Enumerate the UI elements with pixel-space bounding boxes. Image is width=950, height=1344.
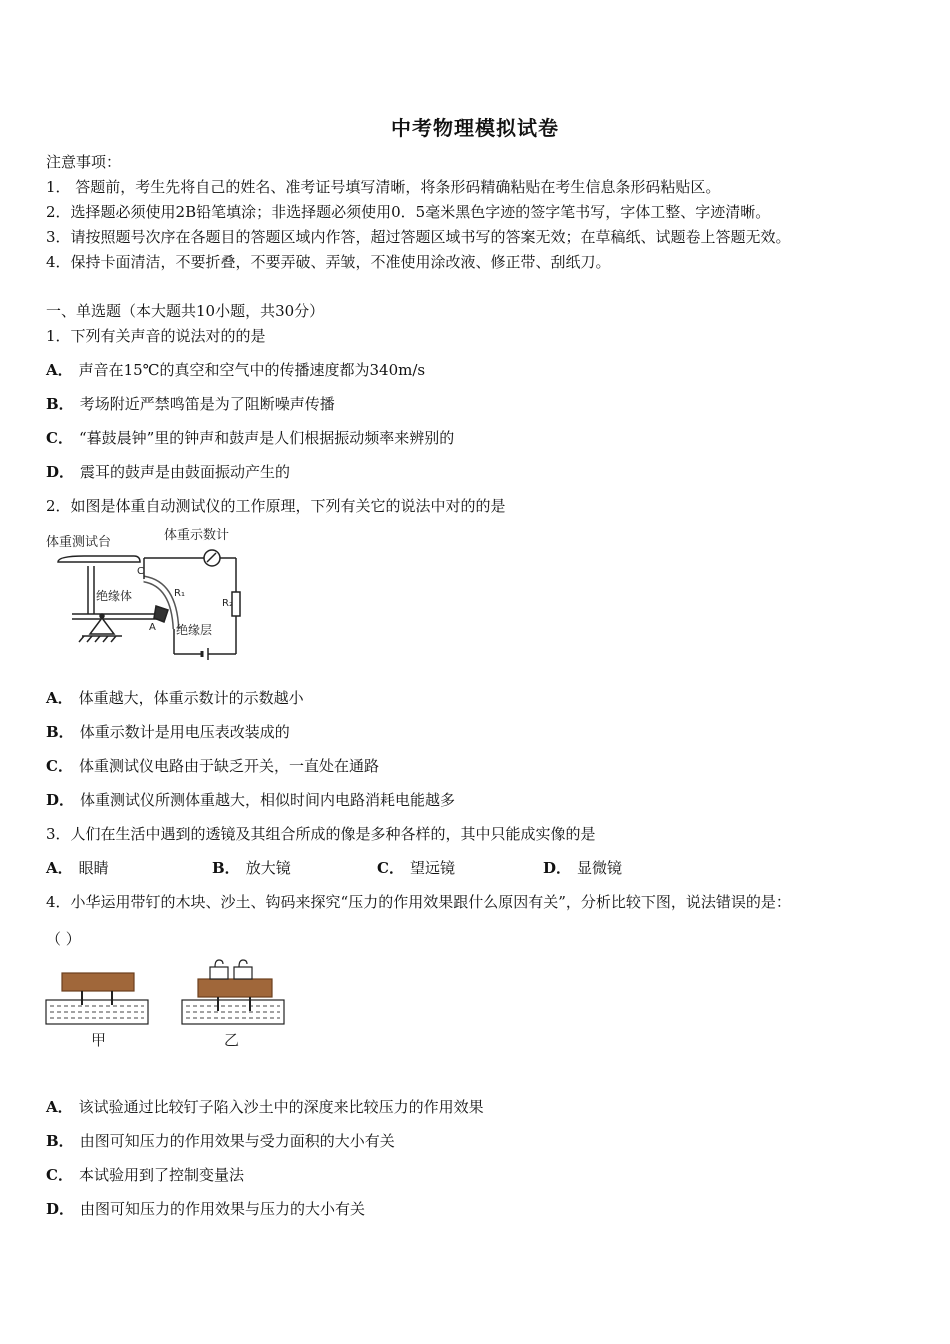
platform-label: 体重测试台 (46, 535, 112, 550)
q2-option-b (46, 722, 290, 742)
option-letter: C． (46, 429, 73, 447)
option-letter: C． (46, 757, 73, 775)
option-letter: A． (46, 859, 73, 877)
option-text: 体重越大，体重示数计的示数越小 (78, 689, 304, 707)
q3-option-a (46, 858, 109, 878)
q4-option-c (46, 1165, 244, 1185)
option-text: 考场附近严禁鸣笛是为了阻断噪声传播 (79, 395, 335, 413)
label-jia: 甲 (91, 1031, 107, 1049)
question-2-stem: 2．如图是体重自动测试仪的工作原理，下列有关它的说法中对的的是 (46, 497, 506, 515)
option-letter: B． (46, 1132, 74, 1150)
option-text: 体重测试仪电路由于缺乏开关，一直处在通路 (78, 757, 379, 775)
q3-option-d (543, 858, 622, 878)
option-letter: C． (46, 1166, 73, 1184)
q2-option-a (46, 688, 304, 708)
option-text: “暮鼓晨钟”里的钟声和鼓声是人们根据振动频率来辨别的 (78, 429, 455, 447)
q4-option-d (46, 1199, 365, 1219)
question-4-stem: 4．小华运用带钉的木块、沙土、钩码来探究“压力的作用效果跟什么原因有关”，分析比较下图，说法错误的是： (46, 893, 791, 911)
notice-heading: 注意事项： (46, 153, 122, 171)
pressure-experiment-diagram (44, 955, 294, 1051)
q4-option-b (46, 1131, 395, 1151)
weight-tester-diagram (44, 524, 254, 664)
c-label: C (137, 566, 144, 577)
option-text: 体重测试仪所测体重越大，相似时间内电路消耗电能越多 (80, 791, 456, 809)
option-text: 由图可知压力的作用效果与压力的大小有关 (80, 1200, 366, 1218)
option-text: 震耳的鼓声是由鼓面振动产生的 (80, 463, 291, 481)
option-letter: B． (46, 395, 74, 413)
option-letter: D． (46, 463, 75, 481)
a-label: A (149, 622, 156, 633)
q3-option-b (212, 858, 291, 878)
label-yi: 乙 (224, 1031, 240, 1049)
page-title: 中考物理模拟试卷 (391, 116, 559, 140)
option-letter: C． (377, 859, 404, 877)
r2-label: R₂ (222, 598, 233, 609)
section-heading: 一、单选题（本大题共10小题，共30分） (46, 302, 325, 320)
option-letter: B． (46, 723, 74, 741)
notice-item: 1． 答题前，考生先将自己的姓名、准考证号填写清晰，将条形码精确粘贴在考生信息条形码粘贴区。 (46, 178, 721, 196)
option-text: 该试验通过比较钉子陷入沙土中的深度来比较压力的作用效果 (78, 1098, 484, 1116)
q1-option-c (46, 428, 454, 448)
option-text: 望远镜 (409, 859, 455, 877)
q1-option-a (46, 360, 425, 380)
question-3-stem: 3．人们在生活中遇到的透镜及其组合所成的像是多种各样的，其中只能成实像的是 (46, 825, 596, 843)
option-letter: D． (46, 1200, 75, 1218)
option-text: 体重示数计是用电压表改装成的 (79, 723, 290, 741)
option-text: 声音在15℃的真空和空气中的传播速度都为340m/s (78, 361, 426, 379)
insulating-layer-label: 绝缘层 (176, 623, 213, 637)
notice-item: 2．选择题必须使用2B铅笔填涂；非选择题必须使用0．5毫米黑色字迹的签字笔书写，字体工整、字迹清晰。 (46, 203, 771, 221)
option-letter: A． (46, 689, 73, 707)
q2-option-c (46, 756, 379, 776)
r1-label: R₁ (174, 588, 185, 599)
q2-option-d (46, 790, 455, 810)
option-letter: D． (543, 859, 572, 877)
option-letter: A． (46, 1098, 73, 1116)
option-letter: B． (212, 859, 240, 877)
option-text: 本试验用到了控制变量法 (78, 1166, 244, 1184)
option-text: 由图可知压力的作用效果与受力面积的大小有关 (79, 1132, 395, 1150)
option-text: 放大镜 (245, 859, 291, 877)
option-letter: A． (46, 361, 73, 379)
q3-option-c (377, 858, 455, 878)
option-letter: D． (46, 791, 75, 809)
notice-item: 3．请按照题号次序在各题目的答题区域内作答，超过答题区域书写的答案无效；在草稿纸、试题卷上答题无效。 (46, 228, 791, 246)
question-1-stem: 1．下列有关声音的说法对的的是 (46, 327, 266, 345)
q4-option-a (46, 1097, 484, 1117)
meter-label: 体重示数计 (164, 528, 230, 543)
option-text: 显微镜 (577, 859, 623, 877)
q1-option-b (46, 394, 335, 414)
option-text: 眼睛 (78, 859, 109, 877)
notice-item: 4．保持卡面清洁，不要折叠，不要弄破、弄皱，不准使用涂改液、修正带、刮纸刀。 (46, 253, 611, 271)
insulator-label: 绝缘体 (96, 589, 133, 603)
question-4-stem-cont: （ ） (46, 930, 81, 948)
q1-option-d (46, 462, 290, 482)
